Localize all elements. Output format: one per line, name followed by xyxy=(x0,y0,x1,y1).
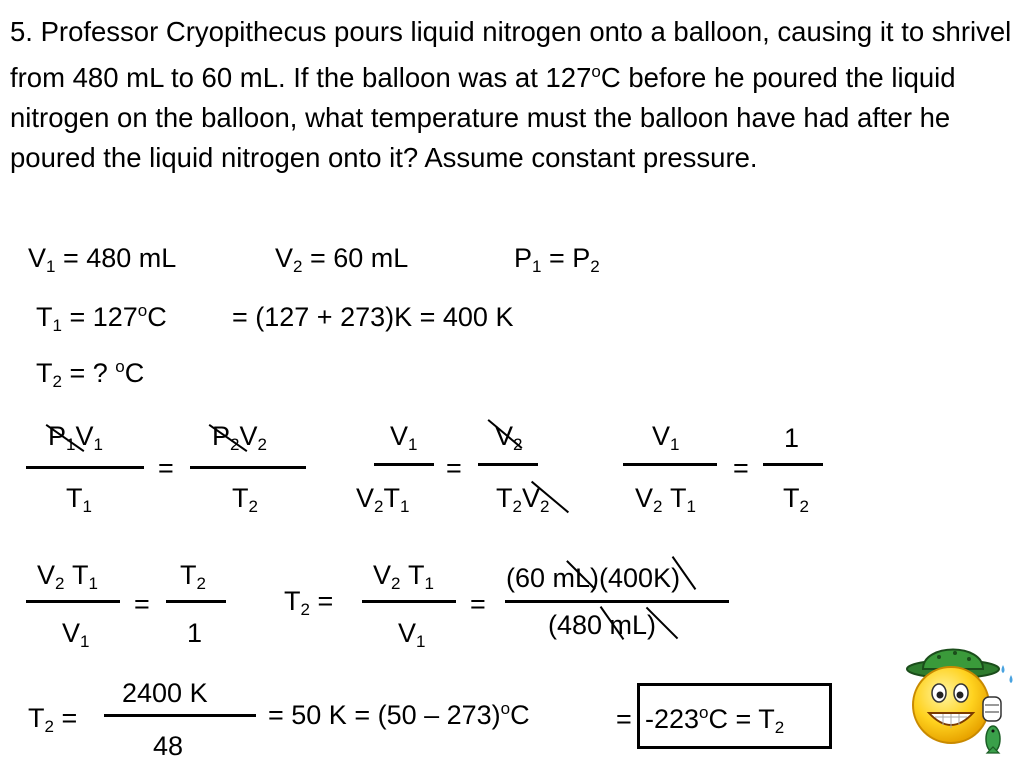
final-answer: $-223^oC = T_2$ xyxy=(645,703,785,737)
eq4-fraction-bar-left xyxy=(26,600,120,603)
eq4-numerator-right: $T_2$ xyxy=(180,560,206,593)
eq4-fraction-bar-right xyxy=(166,600,226,603)
eq3-numerator-right: 1 xyxy=(784,423,800,453)
eq2-fraction-bar-left xyxy=(374,463,434,466)
eq1-numerator-left: $P_1V_1$ xyxy=(48,421,103,454)
eq2-equals: = xyxy=(446,453,462,483)
eq4-numerator-left: $V_2$ $T_1$ xyxy=(37,560,98,593)
eq3-numerator-left: $V_1$ xyxy=(652,421,680,454)
eq5-fraction-bar xyxy=(362,600,456,603)
cold-smiley-mascot-icon xyxy=(905,635,1020,760)
eq1-fraction-bar-right xyxy=(190,466,306,469)
final-calculation: = 50 K = (50 – 273)$^o$C xyxy=(268,699,530,730)
final-fraction-bar xyxy=(104,714,256,717)
eq1-denominator-left: $T_1$ xyxy=(66,483,92,516)
given-v2: $V_2 = 60$ mL xyxy=(275,243,409,276)
eq3-fraction-bar-right xyxy=(763,463,823,466)
eq5-numerator: $V_2$ $T_1$ xyxy=(373,560,434,593)
given-t1: $T_1 = 127^oC$ xyxy=(36,301,167,335)
final-denominator: 48 xyxy=(153,731,184,761)
eq5-lhs: $T_2$ = xyxy=(284,586,334,619)
eq4-equals: = xyxy=(134,589,150,619)
eq1-equals: = xyxy=(158,453,174,483)
eq2-numerator-right: $V_2$ xyxy=(495,421,523,454)
final-lhs: $T_2$ = xyxy=(28,703,78,736)
final-equals: = xyxy=(616,704,632,734)
eq3-denominator-left: $V_2$ $T_1$ xyxy=(635,483,696,516)
eq2-denominator-right: $T_2V_2$ xyxy=(496,483,550,516)
eq3-fraction-bar-left xyxy=(623,463,717,466)
eq3-denominator-right: $T_2$ xyxy=(783,483,809,516)
eq5-substituted-denominator: (480 mL) xyxy=(548,610,657,640)
eq5-equals: = xyxy=(470,589,486,619)
given-v1: $V_1 = 480$ mL xyxy=(28,243,177,276)
eq2-fraction-bar-right xyxy=(478,463,538,466)
final-numerator: 2400 K xyxy=(122,678,208,708)
given-t2-unknown: $T_2$ = ? $^o$C xyxy=(36,357,145,391)
eq2-denominator-left: $V_2T_1$ xyxy=(356,483,410,516)
eq4-denominator-right: 1 xyxy=(187,618,203,648)
t1-kelvin-conversion: = (127 + 273)K = 400 K xyxy=(232,302,514,332)
eq2-numerator-left: $V_1$ xyxy=(390,421,418,454)
eq1-numerator-right: $P_2V_2$ xyxy=(212,421,267,454)
problem-statement: 5. Professor Cryopithecus pours liquid nitrogen onto a balloon, causing it to shrivel from 480 mL to 60 mL. If the balloon was at 127$^o$C before he poured the liquid nitrogen on the balloon, what temperature must the balloon have had after he poured the liquid nitrogen onto it? Assume constant pressure. xyxy=(10,16,1012,174)
eq1-fraction-bar-left xyxy=(26,466,144,469)
eq3-equals: = xyxy=(733,453,749,483)
eq5-substituted-bar xyxy=(505,600,729,603)
given-pressure: $P_1 = P_2$ xyxy=(514,243,600,276)
eq5-denominator: $V_1$ xyxy=(398,618,426,651)
eq1-denominator-right: $T_2$ xyxy=(232,483,258,516)
eq5-substituted-numerator: (60 mL)(400K) xyxy=(506,563,681,593)
eq4-denominator-left: $V_1$ xyxy=(62,618,90,651)
